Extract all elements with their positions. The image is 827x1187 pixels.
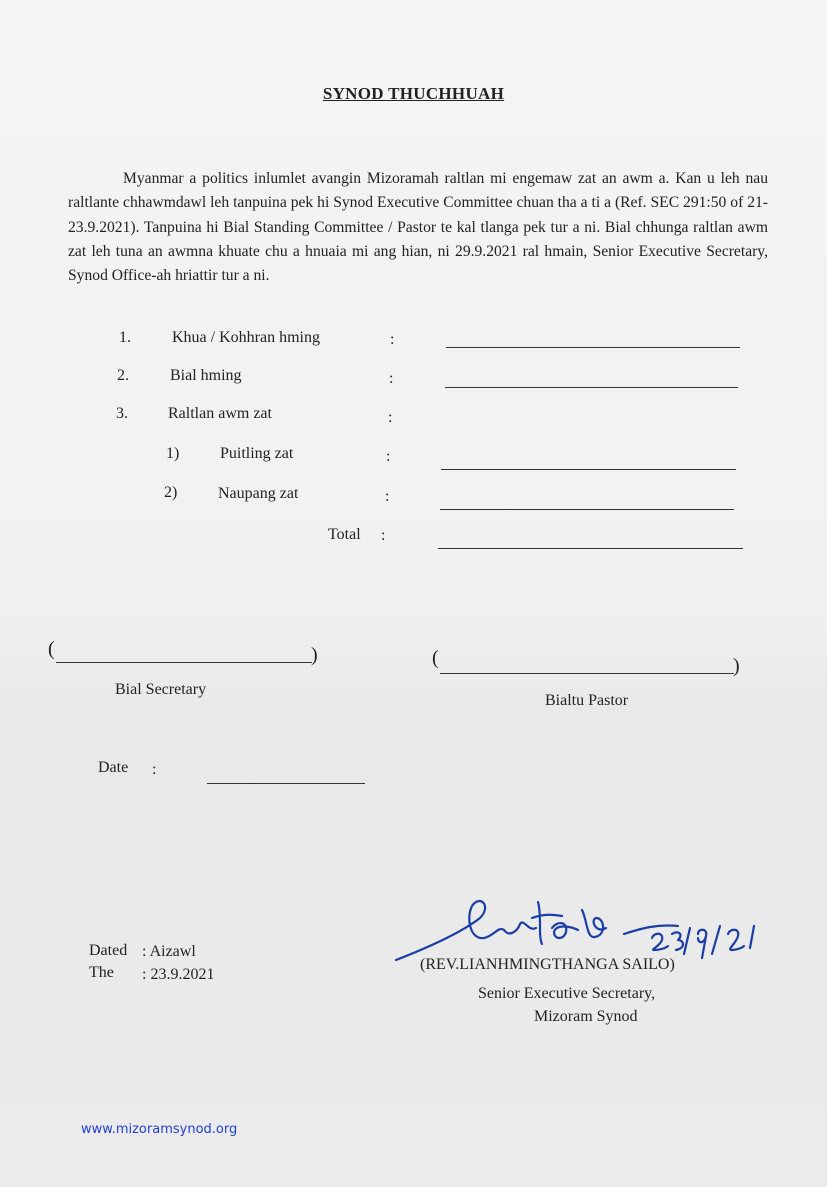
item-colon: :	[390, 331, 395, 348]
total-label: Total	[328, 526, 361, 543]
item-colon: :	[389, 370, 394, 387]
subitem-label: Naupang zat	[218, 485, 299, 502]
body-paragraph-text: Myanmar a politics inlumlet avangin Mizoramah raltlan mi engemaw zat an awm a. Kan u leh nau raltlante chhawmdawl leh tanpuina pek hi Synod Executive Committee chuan tha a ti a (Ref. SEC 291:50 of 21-23.9.2021). Tanpuina hi Bial Standing Committee / Pastor te kal tlanga pek tur a ni. Bial chhunga raltlan awm zat leh tuna an awmna khuate chu a hnuaia mi ang hian, ni 29.9.2021 ral hmain, Senior Executive Secretary, Synod Office-ah hriattir tur a ni.	[68, 170, 768, 285]
subitem-number: 2)	[164, 484, 178, 501]
date-blank-line[interactable]	[207, 783, 365, 784]
officer-name: (REV.LIANHMINGTHANGA SAILO)	[420, 956, 675, 973]
subitem-colon: :	[385, 488, 390, 505]
dated-label: Dated	[89, 942, 128, 959]
subitem-number: 1)	[166, 445, 180, 462]
close-paren: )	[733, 655, 740, 677]
date-label: Date	[98, 759, 129, 776]
item-label: Khua / Kohhran hming	[172, 329, 320, 346]
officer-org: Mizoram Synod	[534, 1008, 638, 1025]
open-paren: (	[432, 647, 439, 669]
body-paragraph	[68, 167, 768, 288]
khua-blank-line[interactable]	[446, 347, 740, 348]
open-paren: (	[48, 638, 55, 660]
dated-value: : Aizawl	[142, 943, 196, 960]
bial-blank-line[interactable]	[445, 387, 738, 388]
bial-secretary-label: Bial Secretary	[115, 681, 207, 698]
item-number: 1.	[119, 329, 131, 346]
total-blank-line[interactable]	[438, 548, 743, 549]
puitling-blank-line[interactable]	[441, 469, 736, 470]
website-link[interactable]: www.mizoramsynod.org	[81, 1122, 238, 1137]
subitem-label: Puitling zat	[220, 445, 294, 462]
item-label: Bial hming	[170, 367, 242, 384]
close-paren: )	[311, 644, 318, 666]
subitem-colon: :	[386, 448, 391, 465]
bialtu-pastor-label: Bialtu Pastor	[545, 692, 629, 709]
item-colon: :	[388, 409, 393, 426]
the-label: The	[89, 964, 114, 981]
bial-secretary-signature-line[interactable]	[56, 662, 312, 663]
item-number: 2.	[117, 367, 129, 384]
officer-title: Senior Executive Secretary,	[478, 985, 656, 1002]
item-number: 3.	[116, 405, 128, 422]
bialtu-pastor-signature-line[interactable]	[440, 673, 734, 674]
the-value: : 23.9.2021	[142, 966, 215, 983]
naupang-blank-line[interactable]	[440, 509, 734, 510]
date-colon: :	[152, 761, 157, 778]
total-colon: :	[381, 527, 386, 544]
document-title: SYNOD THUCHHUAH	[322, 84, 505, 103]
item-label: Raltlan awm zat	[168, 405, 272, 422]
